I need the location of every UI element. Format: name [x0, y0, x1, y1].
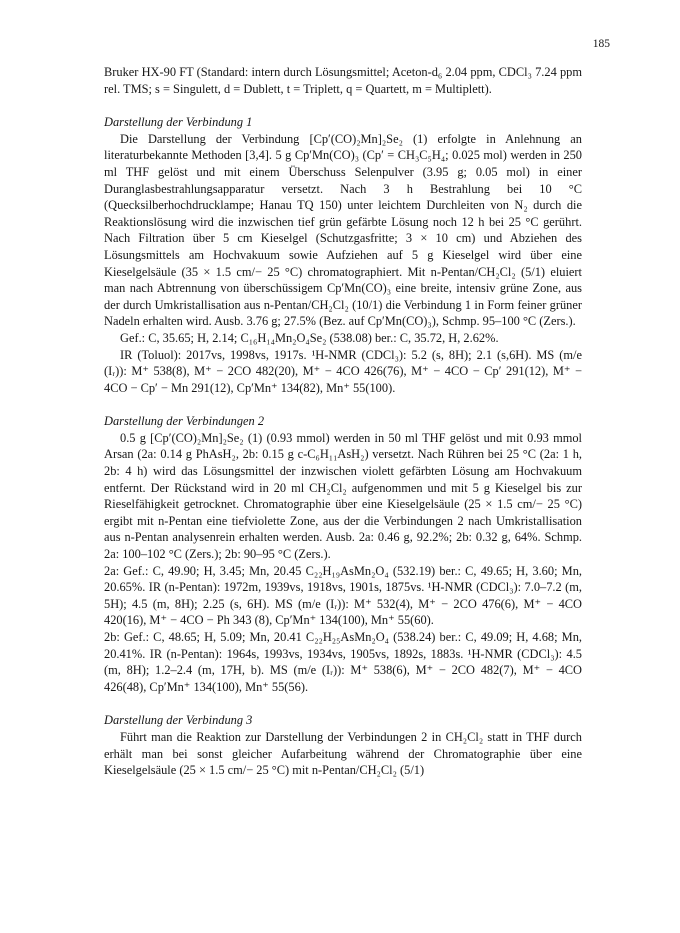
section-heading-compound-1: Darstellung der Verbindung 1 [104, 115, 253, 130]
data-paragraph-2a: 2a: Gef.: C, 49.90; H, 3.45; Mn, 20.45 C₂₂H₁₉AsMn₂O₄ (532.19) ber.: C, 49.65; H, 3.60; Mn, 20.65%. IR (n-Pentan): 1972m, 1939vs, 1918vs, 1901s, 1875vs. ¹H-NMR (CDCl₃): 7.0–7.2 (m, 5H); 4.5 (m, 8H); 2.25 (s, 6H). MS (m/e (Iᵣ)): M⁺ 532(4), M⁺ − 2CO 476(6), M⁺ − 4CO 420(16), M⁺ − 4CO − Ph 343 (8), Cp′Mn⁺ 134(100), Mn⁺ 55(60). [104, 563, 582, 628]
spectra-paragraph-1: IR (Toluol): 2017vs, 1998vs, 1917s. ¹H-NMR (CDCl₃): 5.2 (s, 8H); 2.1 (s,6H). MS (m/e (Iᵣ)): M⁺ 538(8), M⁺ − 2CO 482(20), M⁺ − 4CO 426(76), M⁺ − 4CO − Cp′ 291(12), M⁺ − 4CO − Cp′ − Mn 291(12), Cp′Mn⁺ 134(82), Mn⁺ 55(100). [104, 347, 582, 395]
page-number: 185 [592, 38, 610, 50]
synthesis-paragraph-3: Führt man die Reaktion zur Darstellung der Verbindungen 2 in CH₂Cl₂ statt in THF durch erhält man bei sonst gleicher Aufarbeitung während der Chromatographie über eine Kieselgelsäule (25 × 1.5 cm/− 25 °C) mit n-Pentan/CH₂Cl₂ (5/1) [104, 729, 582, 778]
synthesis-paragraph-2: 0.5 g [Cp′(CO)₂Mn]₂Se₂ (1) (0.93 mmol) werden in 50 ml THF gelöst und mit 0.93 mmol Arsan (2a: 0.14 g PhAsH₂, 2b: 0.15 g c-C₆H₁₁AsH₂) versetzt. Nach Rühren bei 25 °C (2a: 1 h, 2b: 4 h) wird das Lösungsmittel der inzwischen violett gefärbten Lösung am Hochvakuum entfernt. Der Rückstand wird in 20 ml CH₂Cl₂ aufgenommen und mit 5 g Kieselgel bis zur Rieselfähigkeit getrocknet. Chromatographie über eine Kieselgelsäule (25 × 1.5 cm/− 25 °C) ergibt mit n-Pentan eine tiefviolette Zone, aus der die Verbindungen 2 nach Umkristallisation aus n-Pentan analysenrein erhalten werden. Ausb. 2a: 0.46 g, 92.2%; 2b: 0.32 g, 64%. Schmp. 2a: 100–102 °C (Zers.); 2b: 90–95 °C (Zers.). [104, 430, 582, 562]
main-text [104, 64, 582, 779]
nmr-instrument-paragraph: Bruker HX-90 FT (Standard: intern durch Lösungsmittel; Aceton-d₆ 2.04 ppm, CDCl₃ 7.24 ppm rel. TMS; s = Singulett, d = Dublett, t = Triplett, q = Quartett, m = Multiplett). [104, 65, 582, 96]
section-heading-compound-3: Darstellung der Verbindung 3 [104, 713, 253, 728]
data-paragraph-2b: 2b: Gef.: C, 48.65; H, 5.09; Mn, 20.41 C₂₂H₂₅AsMn₂O₄ (538.24) ber.: C, 49.09; H, 4.68; Mn, 20.41%. IR (n-Pentan): 1964s, 1993vs, 1934vs, 1905vs, 1892s, 1883s. ¹H-NMR (CDCl₃): 4.5 (m, 8H); 1.2–2.4 (m, 17H, b). MS (m/e (Iᵣ)): M⁺ 538(6), M⁺ − 2CO 482(7), M⁺ − 4CO 426(48), Cp′Mn⁺ 134(100), Mn⁺ 55(56). [104, 630, 582, 694]
analysis-paragraph-1: Gef.: C, 35.65; H, 2.14; C₁₆H₁₄Mn₂O₄Se₂ (538.08) ber.: C, 35.72, H, 2.62%. [120, 330, 499, 345]
section-heading-compounds-2: Darstellung der Verbindungen 2 [104, 414, 265, 429]
synthesis-paragraph-1: Die Darstellung der Verbindung [Cp′(CO)₂Mn]₂Se₂ (1) erfolgte in Anlehnung an literaturbekannte Methoden [3,4]. 5 g Cp′Mn(CO)₃ (Cp′ = CH₃C₅H₄; 0.025 mol) werden in 250 ml THF gelöst und mit einem Überschuss Selenpulver (3.95 g; 0.05 mol) in einer Duranglasbestrahlungsapparatur versetzt. Nach 3 h Bestrahlung bei 10 °C (Quecksilberhochdrucklampe; Hanau TQ 150) unter leichtem Durchleiten von N₂ durch die Reaktionslösung wird die inzwischen tief grün gefärbte Lösung noch 12 h bei 25 °C gerührt. Nach Filtration über 5 cm Kieselgel (Schutzgasfritte; 3 × 10 cm) und Abziehen des Lösungsmittels am Hochvakuum sowie Aufziehen auf 5 g Kieselgel wird über eine Kieselgelsäule (35 × 1.5 cm/− 25 °C) chromatographiert. Mit n-Pentan/CH₂Cl₂ (5/1) eluiert man nach Abtrennung von überschüssigem Cp′Mn(CO)₃ eine breite, intensiv grüne Zone, aus der durch Umkristallisation aus n-Pentan/CH₂Cl₂ (10/1) die Verbindung 1 in Form feiner grüner Nadeln erhalten wird. Ausb. 3.76 g; 27.5% (Bez. auf Cp′Mn(CO)₃), Schmp. 95–100 °C (Zers.). [104, 131, 582, 329]
